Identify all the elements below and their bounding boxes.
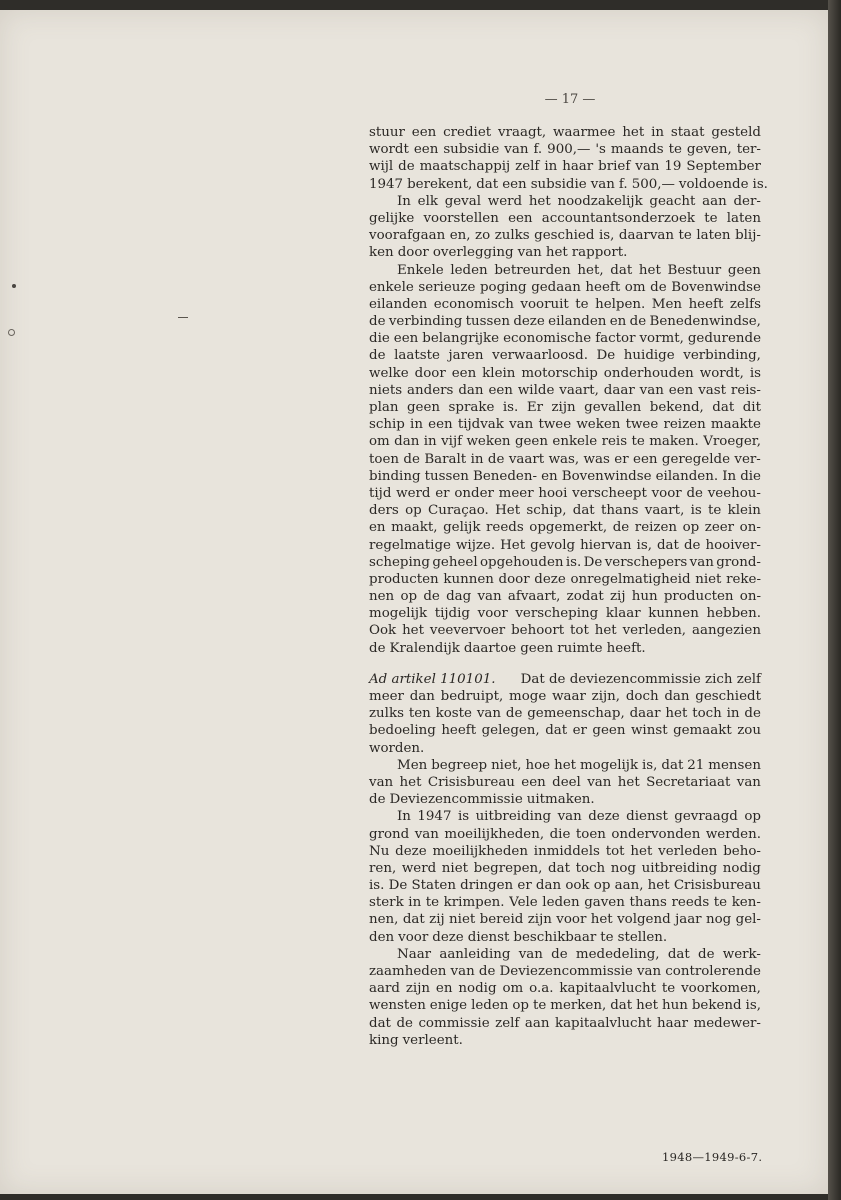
text-line: zaamheden van de Deviezencommissie van controlerende: [369, 964, 761, 979]
article-heading: Ad artikel 110101.: [369, 671, 496, 687]
text-line: nen, dat zij niet bereid zijn voor het volgend jaar nog gel-: [369, 912, 761, 928]
text-line: aard zijn en nodig om o.a. kapitaalvlucht te voorkomen,: [369, 981, 761, 997]
text-line: binding tussen Beneden- en Bovenwindse eilanden. In die: [369, 468, 761, 484]
text-line: de Kralendijk daartoe geen ruimte heeft.: [369, 640, 646, 656]
text-line: Men begreep niet, hoe het mogelijk is, dat 21 mensen: [397, 757, 761, 773]
text-line: 1947 berekent, dat een subsidie van f. 500,— voldoende is.: [369, 176, 768, 192]
text-line: In elk geval werd het noodzakelijk geacht aan der-: [397, 193, 761, 209]
text-line: producten kunnen door deze onregelmatigheid niet reke-: [369, 571, 761, 587]
text-line: wijl de maatschappij zelf in haar brief van 19 September: [369, 159, 761, 175]
page-edge: [828, 0, 841, 1200]
text-line: scheping geheel opgehouden is. De verschepers van grond-: [369, 554, 761, 570]
text-line: worden.: [369, 740, 425, 756]
margin-ring-mark: [8, 329, 15, 336]
margin-dot-mark: [12, 284, 16, 288]
article-heading-rest: Dat de deviezencommissie zich zelf: [520, 671, 761, 687]
text-line: wordt een subsidie van f. 900,— 's maands te geven, ter-: [369, 142, 761, 158]
text-line: de laatste jaren verwaarloosd. De huidige verbinding,: [369, 348, 761, 364]
document-page: [0, 10, 828, 1194]
text-line: die een belangrijke economische factor vormt, gedurende: [369, 331, 761, 347]
text-line: ders op Curaçao. Het schip, dat thans vaart, is te klein: [369, 503, 761, 519]
article-heading-line: [369, 671, 761, 688]
text-line: schip in een tijdvak van twee weken twee reizen maakte: [369, 417, 761, 433]
text-line: dat de commissie zelf aan kapitaalvlucht haar medewer-: [369, 1015, 761, 1031]
text-line: sterk in te krimpen. Vele leden gaven thans reeds te ken-: [369, 895, 761, 911]
text-line: mogelijk tijdig voor verscheping klaar kunnen hebben.: [369, 606, 761, 622]
text-line: king verleent.: [369, 1032, 463, 1048]
text-line: wensten enige leden op te merken, dat het hun bekend is,: [369, 998, 761, 1014]
text-line: ken door overlegging van het rapport.: [369, 245, 628, 261]
text-line: nen op de dag van afvaart, zodat zij hun producten on-: [369, 589, 761, 605]
document-code: 1948—1949-6-7.: [662, 1150, 763, 1164]
text-line: enkele serieuze poging gedaan heeft om de Bovenwindse: [369, 279, 761, 295]
text-line: niets anders dan een wilde vaart, daar van een vast reis-: [369, 382, 761, 398]
text-line: In 1947 is uitbreiding van deze dienst gevraagd op: [397, 809, 761, 825]
margin-dash-mark: [178, 317, 188, 318]
text-line: Ook het veevervoer behoort tot het verleden, aangezien: [369, 623, 761, 639]
text-line: van het Crisisbureau een deel van het Secretariaat van: [369, 774, 761, 790]
text-line: de Deviezencommissie uitmaken.: [369, 792, 595, 808]
text-line: toen de Baralt in de vaart was, was er een geregelde ver-: [369, 451, 761, 467]
text-line: is. De Staten dringen er dan ook op aan, het Crisisbureau: [369, 878, 761, 894]
text-line: de verbinding tussen deze eilanden en de Benedenwindse,: [369, 314, 761, 330]
text-line: ren, werd niet begrepen, dat toch nog uitbreiding nodig: [369, 860, 761, 876]
body-text: [369, 124, 768, 1049]
text-line: eilanden economisch vooruit te helpen. Men heeft zelfs: [369, 296, 761, 312]
text-line: Nu deze moeilijkheden inmiddels tot het verleden beho-: [369, 843, 761, 859]
text-line: meer dan bedruipt, moge waar zijn, doch dan geschiedt: [369, 689, 761, 704]
text-line: welke door een klein motorschip onderhouden wordt, is: [369, 365, 761, 381]
text-line: grond van moeilijkheden, die toen ondervonden werden.: [369, 826, 761, 842]
text-line: zulks ten koste van de gemeenschap, daar het toch in de: [369, 706, 761, 722]
text-line: gelijke voorstellen een accountantsonderzoek te laten: [369, 210, 761, 226]
text-line: Enkele leden betreurden het, dat het Bestuur geen: [397, 262, 761, 278]
text-line: tijd werd er onder meer hooi verscheept voor de veehou-: [369, 485, 761, 501]
text-line: regelmatige wijze. Het gevolg hiervan is, dat de hooiver-: [369, 537, 761, 553]
page-number: — 17 —: [544, 92, 596, 107]
text-line: voorafgaan en, zo zulks geschied is, daarvan te laten blij-: [369, 228, 761, 244]
text-line: den voor deze dienst beschikbaar te stellen.: [369, 929, 668, 945]
text-line: en maakt, gelijk reeds opgemerkt, de reizen op zeer on-: [369, 520, 761, 536]
paragraph-gap: [369, 657, 761, 671]
text-line: plan geen sprake is. Er zijn gevallen bekend, dat dit: [369, 400, 761, 415]
text-line: Naar aanleiding van de mededeling, dat de werk-: [397, 946, 761, 962]
text-line: bedoeling heeft gelegen, dat er geen winst gemaakt zou: [369, 723, 761, 739]
text-line: stuur een crediet vraagt, waarmee het in staat gesteld: [369, 125, 761, 140]
text-line: om dan in vijf weken geen enkele reis te maken. Vroeger,: [369, 434, 761, 450]
